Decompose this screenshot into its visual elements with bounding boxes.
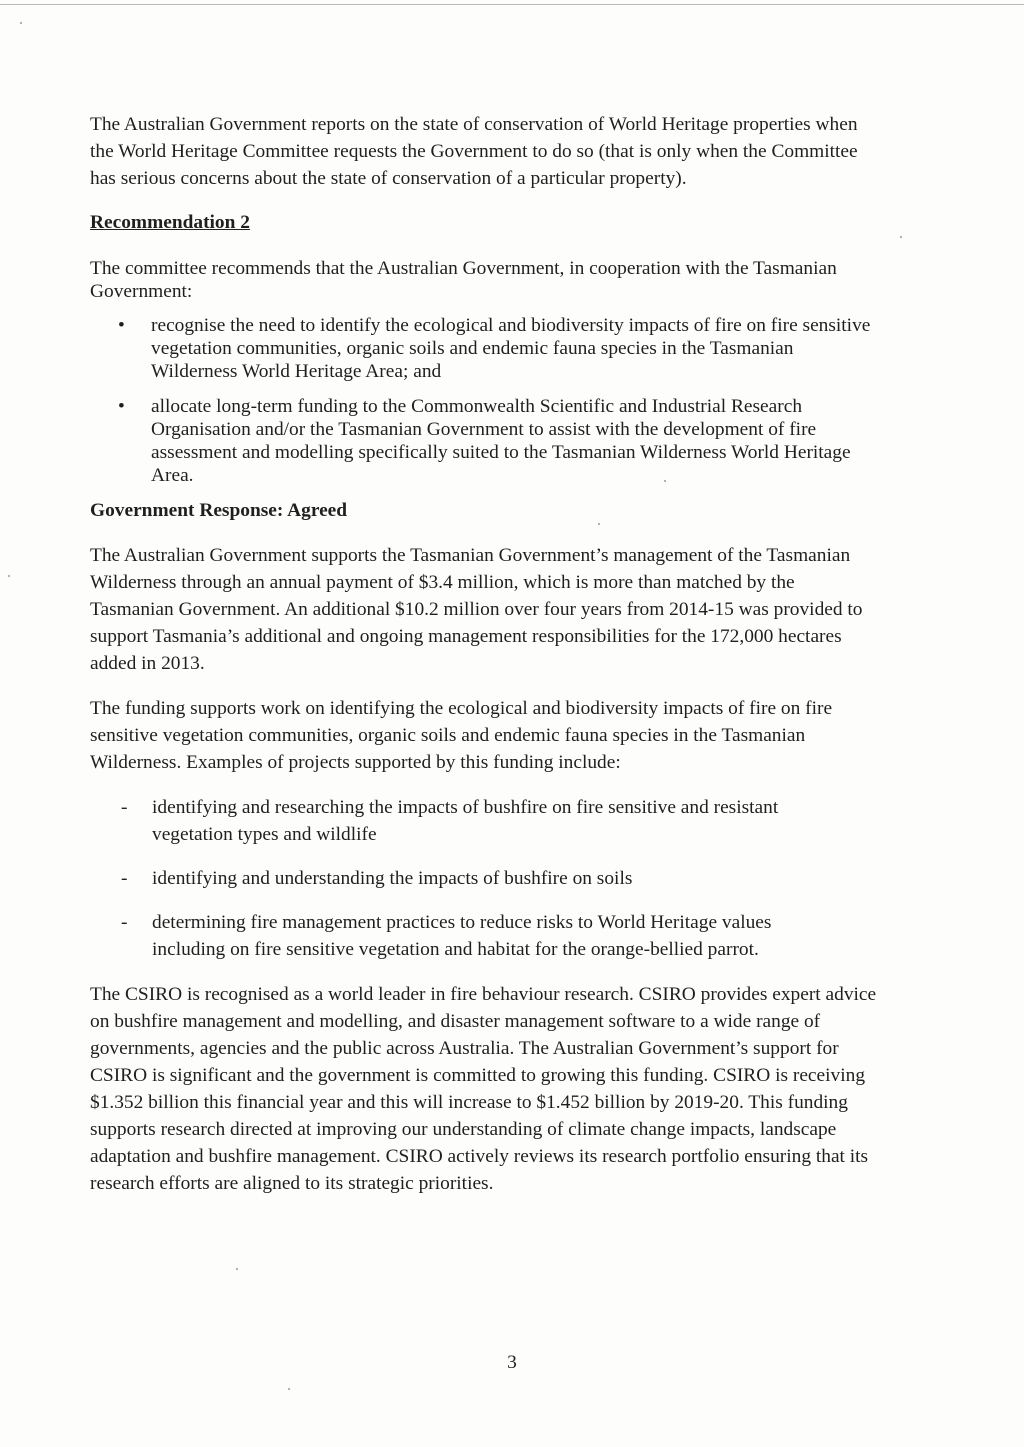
intro-paragraph: The Australian Government reports on the state of conservation of World Heritage properties when the World Heritage Committee requests the Government to do so (that is only when the Committee has serious concerns about the state of conservation of a particular property). bbox=[90, 114, 858, 189]
dash-item-text: identifying and researching the impacts of bushfire on fire sensitive and resistant vegetation types and wildlife bbox=[152, 797, 779, 845]
dash-marker: - bbox=[121, 868, 128, 889]
bullet-text: allocate long-term funding to the Commonwealth Scientific and Industrial Research Organisation and/or the Tasmanian Government to assist with the development of fire assessment and modelling specifically suited to the Tasmanian Wilderness World Heritage Area. bbox=[151, 396, 851, 486]
bullet-marker: • bbox=[118, 396, 125, 417]
recommendation-intro: The committee recommends that the Australian Government, in cooperation with the Tasmanian Government: bbox=[90, 258, 837, 302]
bullet-marker: • bbox=[118, 315, 125, 336]
response-paragraph-2: The funding supports work on identifying the ecological and biodiversity impacts of fire on fire sensitive vegetation communities, organic soils and endemic fauna species in the Tasmanian Wilderness. Examples of projects supported by this funding include: bbox=[90, 698, 833, 773]
response-heading: Government Response: Agreed bbox=[90, 500, 348, 521]
recommendation-heading: Recommendation 2 bbox=[90, 212, 250, 233]
scan-top-edge bbox=[0, 4, 1024, 5]
response-paragraph-3: The CSIRO is recognised as a world leader in fire behaviour research. CSIRO provides expert advice on bushfire management and modelling, and disaster management software to a wide range of governments, agencies and the public across Australia. The Australian Government’s support for CSIRO is significant and the government is committed to growing this funding. CSIRO is receiving $1.352 billion this financial year and this will increase to $1.452 billion by 2019-20. This funding supports research directed at improving our understanding of climate change impacts, landscape adaptation and bushfire management. CSIRO actively reviews its research portfolio ensuring that its research efforts are aligned to its strategic priorities. bbox=[90, 984, 877, 1194]
page-number: 3 bbox=[507, 1352, 517, 1373]
dash-item-text: determining fire management practices to reduce risks to World Heritage values including on fire sensitive vegetation and habitat for the orange-bellied parrot. bbox=[152, 912, 772, 960]
dash-item-text: identifying and understanding the impacts of bushfire on soils bbox=[152, 868, 633, 889]
dash-marker: - bbox=[121, 797, 128, 818]
response-paragraph-1: The Australian Government supports the Tasmanian Government’s management of the Tasmanian Wilderness through an annual payment of $3.4 million, which is more than matched by the Tasmanian Government. An additional $10.2 million over four years from 2014-15 was provided to support Tasmania’s additional and ongoing management responsibilities for the 172,000 hectares added in 2013. bbox=[90, 545, 863, 674]
bullet-text: recognise the need to identify the ecological and biodiversity impacts of fire on fire sensitive vegetation communities, organic soils and endemic fauna species in the Tasmanian Wilderness World Heritage Area; and bbox=[151, 315, 871, 382]
dash-marker: - bbox=[121, 912, 128, 933]
